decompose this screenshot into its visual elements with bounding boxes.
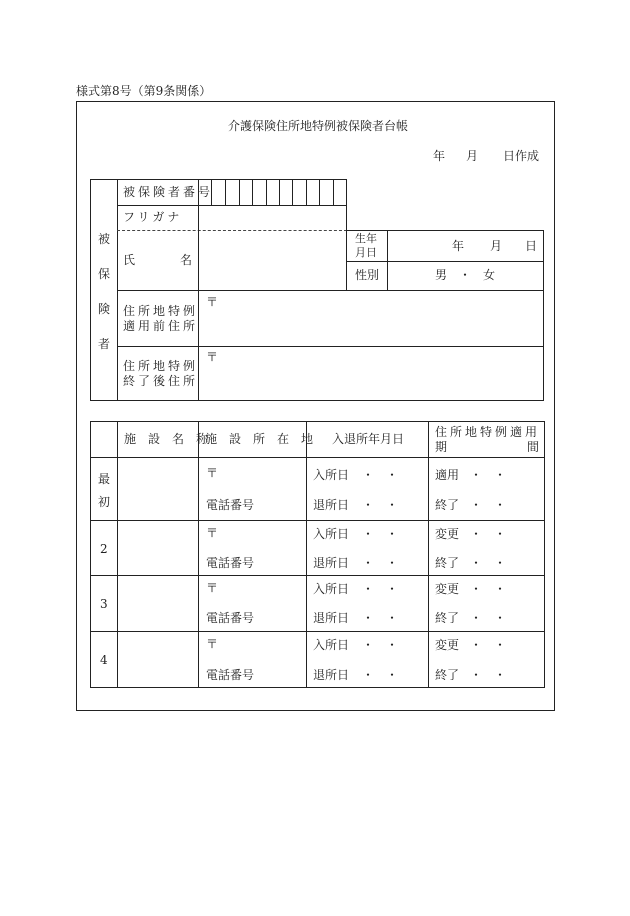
row-2-out-dots: ・ ・ bbox=[362, 556, 399, 570]
furigana-label: フリガナ bbox=[123, 210, 183, 224]
row-3-period-end: 終了 bbox=[435, 611, 460, 625]
row-1-label-2: 初 bbox=[98, 495, 111, 509]
form-title: 介護保険住所地特例被保険者台帳 bbox=[228, 119, 409, 133]
row-3-period-start: 変更 bbox=[435, 582, 460, 596]
birth-label-2: 月日 bbox=[355, 246, 377, 259]
row-4-period-start: 変更 bbox=[435, 638, 460, 652]
addr-before-label-1: 住所地特例 bbox=[123, 304, 199, 318]
row-1-in-label: 入所日 bbox=[313, 468, 350, 482]
row-1-in-dots: ・ ・ bbox=[362, 468, 399, 482]
birth-month: 月 bbox=[490, 239, 503, 253]
addr-after-label-2: 終了後住所 bbox=[123, 374, 199, 388]
row-3-out-dots: ・ ・ bbox=[362, 611, 399, 625]
postal-mark-after: 〒 bbox=[206, 350, 219, 364]
row-3-phone: 電話番号 bbox=[206, 611, 255, 625]
insured-side-column bbox=[90, 179, 118, 401]
birth-row-top bbox=[346, 230, 543, 231]
header-period-2-left: 期 bbox=[435, 440, 448, 454]
insured-number-label: 被保険者番号 bbox=[123, 185, 214, 199]
number-row-bottom bbox=[117, 205, 347, 206]
form-number: 様式第8号（第9条関係） bbox=[76, 84, 212, 98]
row-3-in-dots: ・ ・ bbox=[362, 582, 399, 596]
row-2-period-start-dots: ・ ・ bbox=[470, 527, 507, 541]
row-1-period-start-dots: ・ ・ bbox=[470, 468, 507, 482]
row-4-period-start-dots: ・ ・ bbox=[470, 638, 507, 652]
header-period-1: 住所地特例適用 bbox=[435, 425, 541, 439]
row-2-in-label: 入所日 bbox=[313, 527, 350, 541]
addr-after-label-1: 住所地特例 bbox=[123, 359, 199, 373]
row-3-postal: 〒 bbox=[206, 581, 219, 595]
row-4-period-end: 終了 bbox=[435, 668, 460, 682]
row-4-label: 4 bbox=[100, 653, 108, 667]
birth-day: 日 bbox=[525, 239, 538, 253]
row-2-period-end: 終了 bbox=[435, 556, 460, 570]
row-2-in-dots: ・ ・ bbox=[362, 527, 399, 541]
insured-side-char-2: 保 bbox=[97, 267, 110, 281]
furigana-divider bbox=[117, 230, 347, 231]
postal-mark-before: 〒 bbox=[206, 295, 219, 309]
row-2-period-end-dots: ・ ・ bbox=[470, 556, 507, 570]
row-4-in-label: 入所日 bbox=[313, 638, 350, 652]
row-4-out-dots: ・ ・ bbox=[362, 668, 399, 682]
label-column-divider bbox=[198, 205, 199, 401]
insured-side-char-4: 者 bbox=[97, 337, 110, 351]
insured-right-edge bbox=[543, 230, 544, 401]
birth-year: 年 bbox=[452, 239, 465, 253]
number-row-top bbox=[117, 179, 347, 180]
header-period-2-right: 間 bbox=[527, 440, 540, 454]
row-4-in-dots: ・ ・ bbox=[362, 638, 399, 652]
row-2-out-label: 退所日 bbox=[313, 556, 350, 570]
created-year: 年 bbox=[433, 149, 446, 163]
row-4-period-end-dots: ・ ・ bbox=[470, 668, 507, 682]
row-1-label-1: 最 bbox=[98, 472, 111, 486]
row-1-phone: 電話番号 bbox=[206, 498, 255, 512]
birth-label-1: 生年 bbox=[355, 232, 377, 245]
row-1-period-end: 終了 bbox=[435, 498, 460, 512]
row-1-period-start: 適用 bbox=[435, 468, 460, 482]
insured-side-char-1: 被 bbox=[97, 232, 110, 246]
sex-label: 性別 bbox=[355, 268, 380, 282]
row-1-postal: 〒 bbox=[206, 466, 219, 480]
addr-before-label-2: 適用前住所 bbox=[123, 319, 199, 333]
sex-value: 男 ・ 女 bbox=[435, 268, 496, 282]
row-2-postal: 〒 bbox=[206, 526, 219, 540]
insured-side-char-3: 険 bbox=[97, 302, 110, 316]
created-month: 月 bbox=[466, 149, 479, 163]
header-dates: 入退所年月日 bbox=[332, 432, 405, 446]
row-4-postal: 〒 bbox=[206, 637, 219, 651]
row-3-out-label: 退所日 bbox=[313, 611, 350, 625]
number-box-right bbox=[346, 179, 347, 230]
header-facility-address: 施 設 所 在 地 bbox=[205, 432, 314, 446]
row-3-in-label: 入所日 bbox=[313, 582, 350, 596]
name-label-1: 氏 bbox=[123, 253, 136, 267]
row-2-phone: 電話番号 bbox=[206, 556, 255, 570]
row-4-out-label: 退所日 bbox=[313, 668, 350, 682]
row-3-label: 3 bbox=[100, 597, 108, 611]
created-day: 日作成 bbox=[503, 149, 540, 163]
name-label-2: 名 bbox=[180, 253, 193, 267]
row-2-label: 2 bbox=[100, 542, 108, 556]
row-4-phone: 電話番号 bbox=[206, 668, 255, 682]
row-1-out-dots: ・ ・ bbox=[362, 498, 399, 512]
row-1-period-end-dots: ・ ・ bbox=[470, 498, 507, 512]
row-1-out-label: 退所日 bbox=[313, 498, 350, 512]
row-3-period-start-dots: ・ ・ bbox=[470, 582, 507, 596]
row-3-period-end-dots: ・ ・ bbox=[470, 611, 507, 625]
header-facility-name: 施 設 名 称 bbox=[124, 432, 209, 446]
row-2-period-start: 変更 bbox=[435, 527, 460, 541]
